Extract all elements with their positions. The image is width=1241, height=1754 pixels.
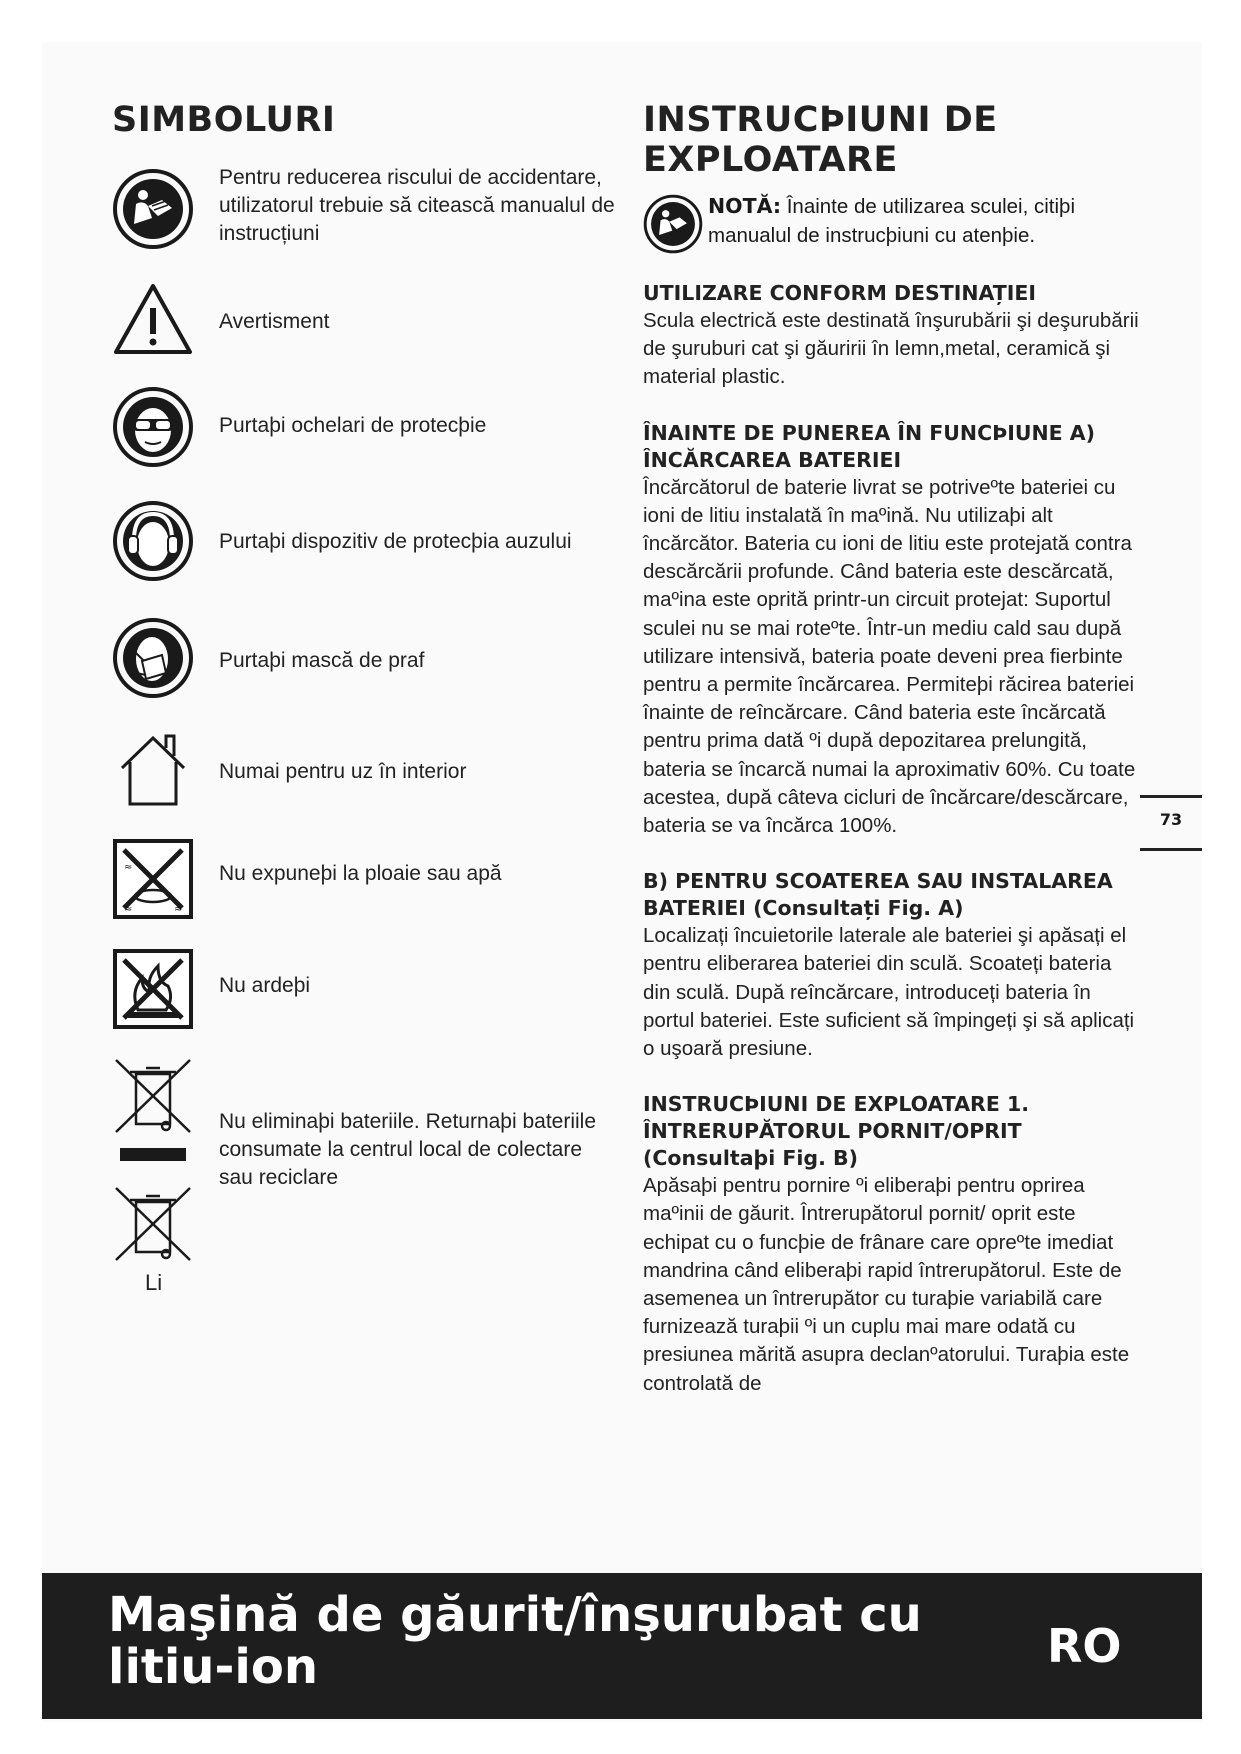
symbol-text-dust-mask: Purtaþi mască de praf: [219, 649, 425, 672]
safety-glasses-icon: [112, 386, 194, 468]
svg-text:≈: ≈: [124, 904, 133, 915]
symbol-text-indoor-use: Numai pentru uz în interior: [219, 760, 467, 783]
section-on-off-switch: [643, 1091, 1143, 1398]
weee-bin-icon: [112, 1058, 194, 1268]
read-manual-icon: [643, 194, 703, 254]
instructions-column: [643, 100, 1143, 1398]
note-text: [708, 192, 1148, 250]
note-block: [643, 192, 1143, 262]
ear-protection-icon: [112, 500, 194, 582]
section-heading: ÎNAINTE DE PUNEREA ÎN FUNCÞIUNE A) ÎNCĂRCAREA BATERIEI: [643, 420, 1096, 472]
symbol-text-safety-glasses: Purtaþi ochelari de protecþie: [219, 414, 487, 437]
section-body: Încărcătorul de baterie livrat se potriveºte bateriei cu ioni de litiu instalată în maºină. Nu utilizaþi alt încărcător. Bateria cu ioni de litiu este protejată contra descărcării profunde. Când bateria este descărcată, maºina este oprită printr-un circuit protejat: Suportul sculei nu se mai roteºte. Într-un mediu cald sau după utilizare intensivă, bateria poate deveni prea fierbinte pentru a permite încărcarea. Permiteþi răcirea bateriei înainte de reîncărcare. Când bateria este încărcată pentru prima dată ºi după depozitarea prelungită, bateria se încarcă numai la aproximativ 60%. Cu toate acestea, după câteva cicluri de încărcare/descărcare, bateria se va încărca 100%.: [643, 475, 1136, 838]
dust-mask-icon: [112, 617, 194, 699]
symbol-text-weee: Nu eliminaþi bateriile. Returnaþi bateriile consumate la centrul local de colectare sau reciclare: [219, 1110, 597, 1189]
svg-text:≈: ≈: [174, 904, 183, 915]
symbols-column: [112, 100, 612, 140]
section-body: Scula electrică este destinată înşurubării şi deşurubării de şuruburi cat şi găuririi în lemn,metal, ceramică şi material plastic.: [643, 309, 1139, 389]
page-number: 73: [1159, 810, 1183, 829]
symbol-text-no-rain: Nu expuneþi la ploaie sau apă: [219, 862, 502, 885]
symbol-text-read-manual: Pentru reducerea riscului de accidentare, utilizatorul trebuie să citească manualul de instrucțiuni: [219, 166, 615, 245]
section-body: Apăsaþi pentru pornire ºi eliberaþi pentru oprirea maºinii de găurit. Întrerupătorul pornit/ oprit este echipat cu o funcþie de frânare care opreºte imediat mandrina când eliberaþi rapid întrerupătorul. Este de asemenea un întrerupător cu turaþie variabilă care furnizează turaþii ºi un cuplu mai mare odată cu presiunea mărită asupra declanºatorului. Turaþia este controlată de: [643, 1174, 1130, 1395]
lithium-label: Li: [145, 1270, 163, 1295]
symbol-text-no-burn: Nu ardeþi: [219, 974, 311, 997]
section-heading: B) PENTRU SCOATEREA SAU INSTALAREA BATERIEI (Consultați Fig. A): [643, 869, 1113, 921]
page-number-tab: [1140, 795, 1202, 851]
footer-banner: [42, 1573, 1202, 1719]
product-title: Maşină de găurit/înşurubat cu litiu-ion: [108, 1587, 922, 1695]
symbols-heading: SIMBOLURI: [112, 100, 336, 140]
section-heading: INSTRUCÞIUNI DE EXPLOATARE 1. ÎNTRERUPĂTORUL PORNIT/OPRIT (Consultaþi Fig. B): [643, 1092, 1030, 1171]
warning-icon: [112, 280, 194, 362]
read-manual-icon: [112, 168, 194, 250]
symbol-text-ear-protection: Purtaþi dispozitiv de protecþia auzului: [219, 530, 572, 553]
section-intended-use: [643, 280, 1143, 392]
no-burn-icon: [112, 948, 194, 1030]
section-battery-charging: [643, 420, 1143, 841]
language-code: RO: [1047, 1619, 1122, 1673]
section-heading: UTILIZARE CONFORM DESTINAȚIEI: [643, 281, 1037, 305]
indoor-use-icon: [112, 728, 194, 810]
note-label: NOTĂ:: [708, 194, 782, 218]
note-body: Înainte de utilizarea sculei, citiþi manualul de instrucþiuni cu atenþie.: [708, 195, 1076, 247]
no-rain-icon: [112, 838, 194, 920]
symbol-text-warning: Avertisment: [219, 310, 330, 333]
svg-text:≈: ≈: [124, 862, 133, 873]
section-body: Localizați încuietorile laterale ale bateriei şi apăsați el pentru eliberarea bateriei din sculă. Scoateți bateria din sculă. După reîncărcare, introduceți bateria în portul bateriei. Este suficient să împingeți şi să aplicați o uşoară presiune.: [643, 924, 1135, 1061]
section-battery-removal: [643, 868, 1143, 1063]
instructions-heading: INSTRUCÞIUNI DE EXPLOATARE: [643, 100, 998, 180]
